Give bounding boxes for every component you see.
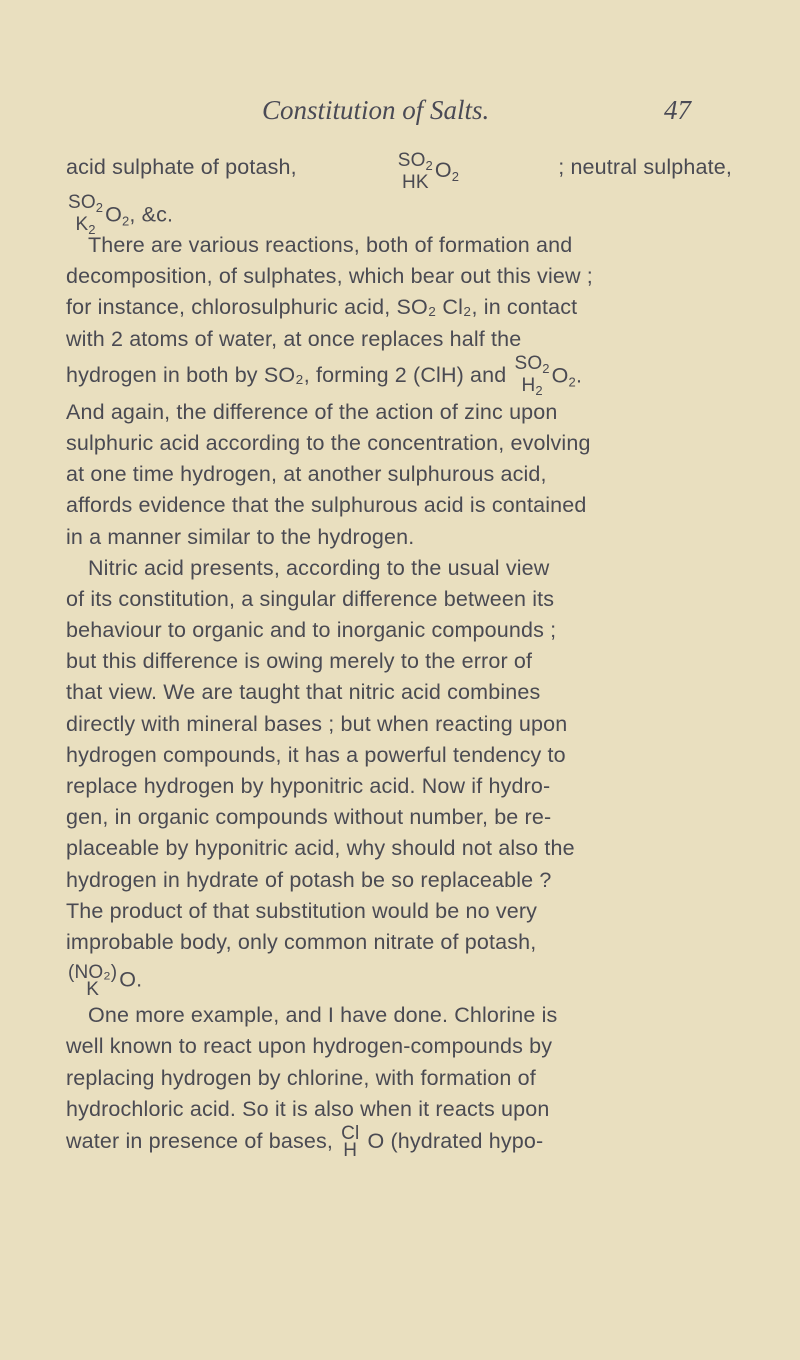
text-line: with 2 atoms of water, at once replaces half the	[66, 326, 522, 351]
formula-sulphuric: $SO_2$ $H_2$ $O_2$.	[514, 352, 583, 398]
text-line: affords evidence that the sulphurous acid is contained	[66, 493, 587, 518]
text-line: but this difference is owing merely to the error of	[66, 649, 533, 674]
text-line: of its constitution, a singular difference between its	[66, 586, 555, 611]
text-line: hydrochloric acid. So it is also when it reacts upon	[66, 1096, 550, 1121]
page-number: 47	[664, 95, 691, 125]
text-line: One more example, and I have done. Chlorine is	[88, 1003, 558, 1028]
text-line: behaviour to organic and to inorganic compounds ;	[66, 618, 557, 643]
body-text	[66, 146, 732, 1167]
text-line: hydrogen compounds, it has a powerful tendency to	[66, 742, 566, 767]
text-line: improbable body, only common nitrate of potash,	[66, 929, 537, 954]
text-line	[66, 958, 732, 1000]
formula-nitrate: (NO₂) K O.	[68, 962, 143, 1001]
text-line: decomposition, of sulphates, which bear out this view ;	[66, 264, 593, 289]
text-line: hydrogen in hydrate of potash be so replaceable ?	[66, 867, 552, 892]
text-line: acid sulphate of potash, $SO_2$ HK $O_2$ ; neutral sulphate,	[66, 150, 732, 193]
text-line: The product of that substitution would be no very	[66, 898, 538, 923]
text-line: And again, the difference of the action of zinc upon	[66, 399, 558, 424]
running-title: Constitution of Salts.	[262, 95, 490, 125]
text-line: that view. We are taught that nitric acid combines	[66, 680, 541, 705]
text-line: water in presence of bases, Cl H O (hydrated hypo-	[66, 1122, 544, 1161]
text-line: for instance, chlorosulphuric acid, SO₂ Cl₂, in contact	[66, 295, 578, 320]
formula-acid-sulphate: $SO_2$ HK $O_2$	[397, 150, 460, 193]
text-line: Nitric acid presents, according to the usual view	[88, 555, 550, 580]
text-line: well known to react upon hydrogen-compounds by	[66, 1034, 553, 1059]
text-line: placeable by hyponitric acid, why should not also the	[66, 836, 575, 861]
text-line: replace hydrogen by hyponitric acid. Now if hydro-	[66, 774, 551, 798]
formula-hypochlorous: Cl H	[341, 1122, 360, 1161]
page-header	[0, 95, 800, 135]
text-line: gen, in organic compounds without number, be re-	[66, 805, 552, 830]
text-line	[66, 188, 732, 237]
text-line: directly with mineral bases ; but when reacting upon	[66, 711, 568, 736]
text-line: in a manner similar to the hydrogen.	[66, 524, 415, 549]
formula-neutral-sulphate: $SO_2$ $K_2$ $O_2$, &c.	[68, 192, 174, 237]
text-line: hydrogen in both by SO₂, forming 2 (ClH) and $SO_2$ $H_2$ $O_2$.	[66, 352, 583, 398]
text-line: sulphuric acid according to the concentration, evolving	[66, 430, 591, 455]
text-line: There are various reactions, both of formation and	[88, 233, 573, 257]
text-line: replacing hydrogen by chlorine, with formation of	[66, 1065, 536, 1090]
text-line: at one time hydrogen, at another sulphurous acid,	[66, 462, 547, 487]
